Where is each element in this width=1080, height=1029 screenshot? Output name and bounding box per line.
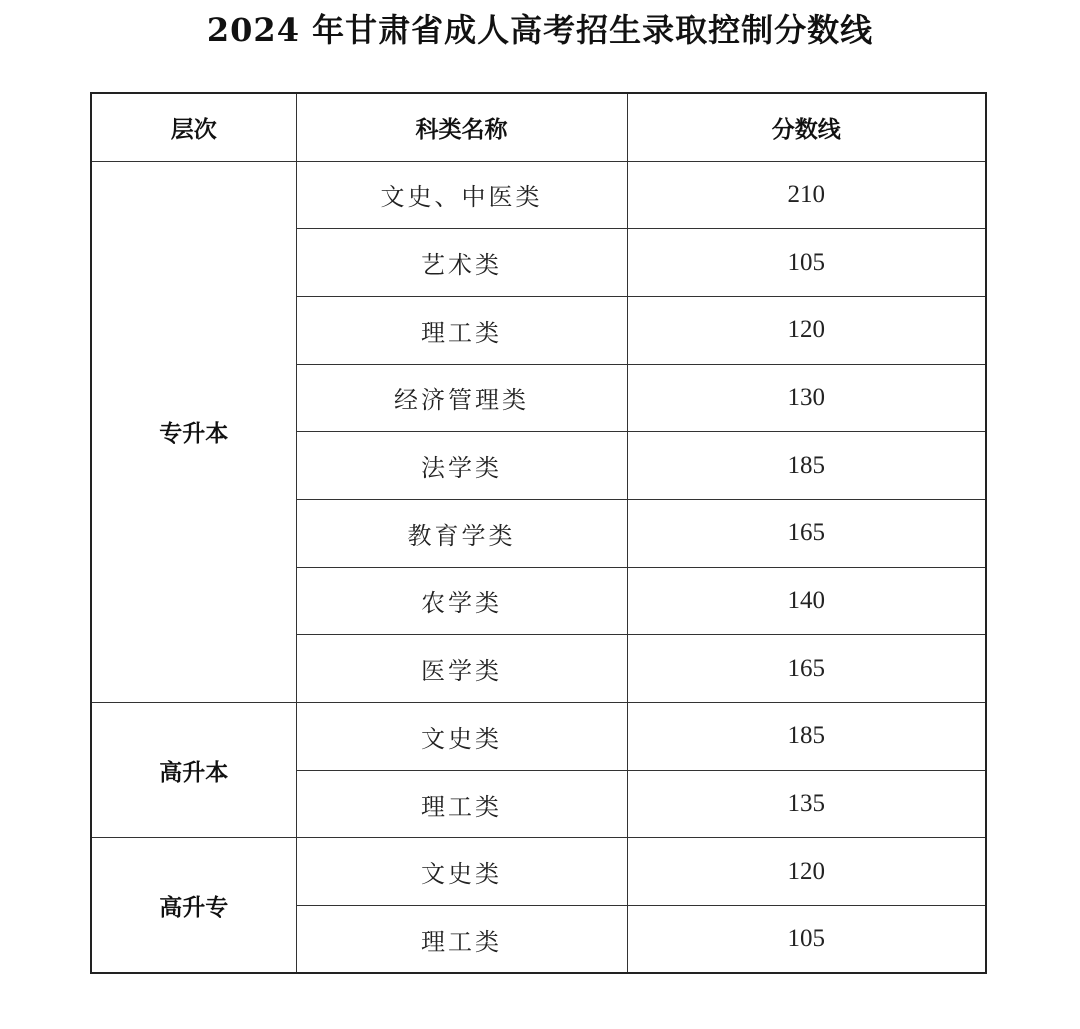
- table-row: [91, 838, 986, 906]
- score-cell: 140: [627, 567, 986, 635]
- header-score: 分数线: [627, 93, 986, 161]
- score-cell: 165: [627, 499, 986, 567]
- score-cell: 135: [627, 770, 986, 838]
- level-cell: 高升专: [91, 838, 296, 973]
- subject-cell: 经济管理类: [296, 364, 627, 432]
- score-cell: 185: [627, 432, 986, 500]
- score-cell: 105: [627, 229, 986, 297]
- header-level: 层次: [91, 93, 296, 161]
- score-table: [90, 92, 987, 974]
- score-cell: 130: [627, 364, 986, 432]
- table-row: [91, 703, 986, 771]
- level-cell: 专升本: [91, 161, 296, 703]
- subject-cell: 文史类: [296, 703, 627, 771]
- page-title: 2024 年甘肃省成人高考招生录取控制分数线: [206, 11, 874, 49]
- level-cell: 高升本: [91, 703, 296, 838]
- subject-cell: 理工类: [296, 770, 627, 838]
- subject-cell: 文史、中医类: [296, 161, 627, 229]
- header-subject: 科类名称: [296, 93, 627, 161]
- score-cell: 210: [627, 161, 986, 229]
- score-cell: 105: [627, 906, 986, 974]
- subject-cell: 农学类: [296, 567, 627, 635]
- subject-cell: 艺术类: [296, 229, 627, 297]
- score-cell: 185: [627, 703, 986, 771]
- table-row: [91, 161, 986, 229]
- table-header-row: [91, 93, 986, 161]
- score-cell: 120: [627, 838, 986, 906]
- score-cell: 120: [627, 296, 986, 364]
- subject-cell: 文史类: [296, 838, 627, 906]
- subject-cell: 理工类: [296, 296, 627, 364]
- subject-cell: 法学类: [296, 432, 627, 500]
- subject-cell: 理工类: [296, 906, 627, 974]
- subject-cell: 教育学类: [296, 499, 627, 567]
- subject-cell: 医学类: [296, 635, 627, 703]
- score-cell: 165: [627, 635, 986, 703]
